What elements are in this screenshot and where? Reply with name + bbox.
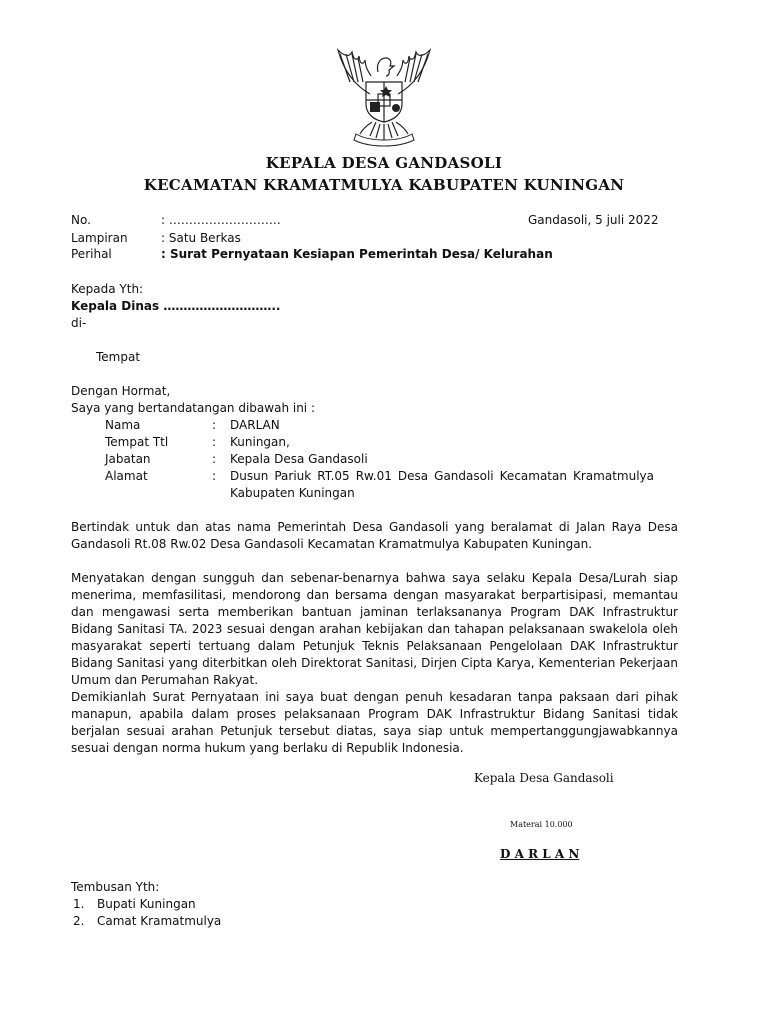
letterhead-line-1: KEPALA DESA GANDASOLI [265,154,503,172]
identity-value-jabatan: Kepala Desa Gandasoli [230,452,368,466]
identity-label-alamat: Alamat [105,469,148,483]
identity-label-nama: Nama [105,418,141,432]
identity-value-alamat: Dusun Pariuk RT.05 Rw.01 Desa Gandasoli Kecamatan Kramatmulya Kabupaten Kuningan [230,469,654,500]
recipient-di: di- [71,316,87,330]
identity-colon: : [212,452,217,466]
paragraph-2: Menyatakan dengan sungguh dan sebenar-benarnya bahwa saya selaku Kepala Desa/Lurah siap menerima, memfasilitasi, mendorong dan bersama dengan masyarakat berpartisipasi, memantau dan mengawasi serta memberikan bantuan jaminan terlaksananya Program DAK Infrastruktur Bidang Sanitasi TA. 2023 sesuai dengan arahan kebijakan dan tahapan pelaksanaan swakelola oleh masyarakat seperti tertuang dalam Petunjuk Teknis Pelaksanaan Pengelolaan DAK Infrastruktur Bidang Sanitasi yang diterbitkan oleh Direktorat Sanitasi, Dirjen Cipta Karya, Kementerian Pekerjaan Umum dan Perumahan Rakyat. [71,571,678,687]
perihal-value: : Surat Pernyataan Kesiapan Pemerintah Desa/ Kelurahan [161,247,553,261]
cc-item-label: Camat Kramatmulya [97,914,222,928]
letter-date: Gandasoli, 5 juli 2022 [528,213,659,227]
perihal-label: Perihal [71,247,112,261]
recipient-name: Kepala Dinas ……………………….. [71,299,281,313]
cc-item: 1. Bupati Kuningan [73,897,196,911]
opening-intro: Saya yang bertandatangan dibawah ini : [71,401,315,415]
cc-heading: Tembusan Yth: [71,880,160,894]
no-label: No. [71,213,91,227]
recipient-place: Tempat [96,350,141,364]
identity-colon: : [212,435,217,449]
identity-colon: : [212,418,217,432]
paragraph-1: Bertindak untuk dan atas nama Pemerintah Desa Gandasoli yang beralamat di Jalan Raya Desa Gandasoli Rt.08 Rw.02 Desa Gandasoli Kecamatan Kramatmulya Kabupaten Kuningan. [71,520,678,551]
materai-label: Materai 10.000 [510,820,573,829]
identity-value-ttl: Kuningan, [230,435,290,449]
identity-label-jabatan: Jabatan [105,452,151,466]
identity-value-nama: DARLAN [230,418,280,432]
opening-greeting: Dengan Hormat, [71,384,171,398]
lampiran-value: : Satu Berkas [161,231,241,245]
no-value: : ………………………. [161,213,281,227]
paragraph-3: Demikianlah Surat Pernyataan ini saya buat dengan penuh kesadaran tanpa paksaan dari pihak manapun, apabila dalam proses pelaksanaan Program DAK Infrastruktur Bidang Sanitasi tidak berjalan sesuai arahan Petunjuk tersebut diatas, saya siap untuk mempertanggungjawabkannya sesuai dengan norma hukum yang berlaku di Republik Indonesia. [71,690,678,755]
recipient-greeting: Kepada Yth: [71,282,144,296]
signatory-name: D A R L A N [500,847,580,861]
cc-item: 2. Camat Kramatmulya [73,914,222,928]
letterhead-line-2: KECAMATAN KRAMATMULYA KABUPATEN KUNINGAN [143,176,625,194]
garuda-pancasila-emblem [326,42,442,148]
signature-title: Kepala Desa Gandasoli [474,771,614,785]
identity-colon: : [212,469,217,483]
cc-item-label: Bupati Kuningan [97,897,196,911]
lampiran-label: Lampiran [71,231,128,245]
identity-label-ttl: Tempat Ttl [105,435,169,449]
